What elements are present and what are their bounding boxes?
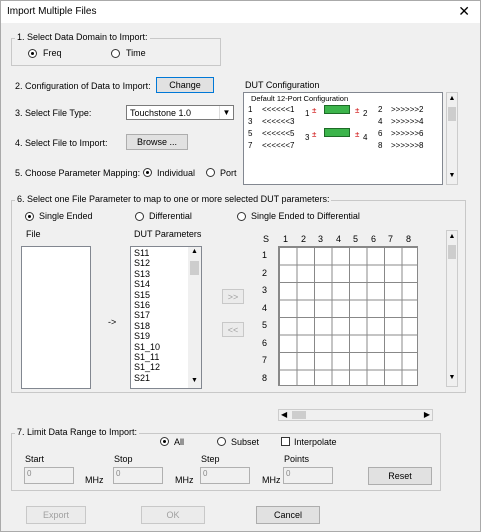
dut-header: Default 12-Port Configuration — [251, 94, 349, 103]
dut-params-scrollbar[interactable] — [188, 247, 201, 388]
step-label: Step — [201, 454, 220, 464]
ground-icon: ± — [355, 130, 360, 139]
dut-dev-port: 2 — [363, 109, 368, 118]
reset-button[interactable]: Reset — [368, 467, 432, 485]
scroll-thumb[interactable] — [292, 411, 306, 419]
arrow-text: -> — [108, 317, 117, 327]
limit-label: 7. Limit Data Range to Import: — [17, 427, 138, 437]
freq-label: Freq — [43, 48, 62, 58]
map-forward-button[interactable]: >> — [222, 289, 244, 304]
matrix-row: 7 — [262, 355, 268, 365]
matrix-row: 2 — [262, 268, 268, 278]
scroll-right-icon[interactable]: ▶ — [423, 410, 430, 419]
export-button[interactable]: Export — [26, 506, 86, 524]
dut-params-items — [134, 248, 160, 383]
dut-left-arrow: <<<<<<7 — [262, 141, 295, 150]
chevron-down-icon[interactable]: ▼ — [219, 106, 233, 119]
step-unit: MHz — [262, 475, 281, 485]
filetype-select[interactable] — [126, 105, 234, 120]
differential-radio[interactable] — [135, 212, 144, 221]
matrix-vscroll[interactable] — [446, 230, 458, 387]
scroll-thumb[interactable] — [448, 107, 456, 121]
matrix-col: 6 — [371, 234, 377, 244]
list-item[interactable]: S18 — [134, 320, 151, 331]
ok-button[interactable]: OK — [141, 506, 205, 524]
scroll-thumb[interactable] — [190, 261, 199, 275]
scroll-down-icon[interactable]: ▼ — [447, 374, 457, 384]
matrix-row: 4 — [262, 303, 268, 313]
dut-config-panel — [243, 92, 443, 185]
dialog-title: Import Multiple Files — [7, 6, 97, 17]
dut-config-title: DUT Configuration — [245, 80, 320, 90]
scroll-left-icon[interactable]: ◀ — [281, 410, 288, 419]
matrix-row: 8 — [262, 373, 268, 383]
dut-dev-port: 4 — [363, 133, 368, 142]
interpolate-checkbox[interactable] — [281, 437, 290, 446]
port-label: Port — [220, 168, 237, 178]
list-item[interactable]: S1_12 — [134, 362, 161, 373]
cancel-button[interactable]: Cancel — [256, 506, 320, 524]
dut-right-num: 4 — [378, 117, 383, 126]
matrix-row: 5 — [262, 320, 268, 330]
start-unit: MHz — [85, 475, 104, 485]
title-bar — [1, 1, 480, 23]
matrix-col: 8 — [406, 234, 412, 244]
list-item[interactable]: S14 — [134, 279, 151, 290]
stop-field[interactable]: 0 — [113, 467, 163, 484]
file-column-label: File — [26, 229, 41, 239]
start-field[interactable]: 0 — [24, 467, 74, 484]
dut-left-num: 7 — [248, 141, 253, 150]
freq-radio[interactable] — [28, 49, 37, 58]
all-radio[interactable] — [160, 437, 169, 446]
list-item[interactable]: S11 — [134, 248, 150, 258]
device-icon — [324, 128, 350, 137]
matrix-col: 2 — [301, 234, 307, 244]
fileimport-label: 4. Select File to Import: — [15, 138, 108, 148]
device-icon — [324, 105, 350, 114]
list-item[interactable]: S15 — [134, 289, 151, 300]
matrix-col: 4 — [336, 234, 342, 244]
scroll-up-icon[interactable]: ▲ — [447, 95, 457, 105]
dut-left-num: 1 — [248, 105, 253, 114]
matrix-s-label: S — [263, 234, 270, 244]
individual-radio[interactable] — [143, 168, 152, 177]
dut-right-num: 6 — [378, 129, 383, 138]
s-parameter-matrix[interactable] — [278, 246, 418, 386]
dut-right-num: 2 — [378, 105, 383, 114]
domain-label: 1. Select Data Domain to Import: — [17, 32, 148, 42]
filetype-label: 3. Select File Type: — [15, 108, 92, 118]
points-label: Points — [284, 454, 310, 464]
time-radio[interactable] — [111, 49, 120, 58]
dut-left-num: 3 — [248, 117, 253, 126]
single-ended-label: Single Ended — [39, 211, 93, 221]
individual-label: Individual — [157, 168, 196, 178]
dut-params-list[interactable] — [130, 246, 202, 389]
matrix-row: 3 — [262, 285, 268, 295]
ground-icon: ± — [355, 106, 360, 115]
matrix-row: 1 — [262, 250, 268, 260]
list-item[interactable]: S12 — [134, 258, 151, 269]
dut-left-num: 5 — [248, 129, 253, 138]
list-item[interactable]: S19 — [134, 331, 151, 342]
time-label: Time — [126, 48, 146, 58]
browse-button[interactable]: Browse ... — [126, 134, 188, 150]
stop-label: Stop — [114, 454, 133, 464]
s2d-radio[interactable] — [237, 212, 246, 221]
list-item[interactable]: S17 — [134, 310, 151, 321]
matrix-hscroll[interactable] — [278, 409, 433, 421]
port-radio[interactable] — [206, 168, 215, 177]
file-list[interactable] — [21, 246, 91, 389]
scroll-up-icon[interactable]: ▲ — [188, 248, 201, 258]
map-back-button[interactable]: << — [222, 322, 244, 337]
ground-icon: ± — [312, 130, 317, 139]
dut-config-scrollbar[interactable] — [446, 92, 458, 185]
subset-label: Subset — [231, 437, 260, 447]
dut-params-label: DUT Parameters — [134, 229, 202, 239]
list-item[interactable]: S21 — [134, 372, 151, 383]
close-icon[interactable]: ✕ — [458, 3, 470, 19]
mapping-label: 5. Choose Parameter Mapping: — [15, 168, 141, 178]
dut-right-num: 8 — [378, 141, 383, 150]
matrix-row: 6 — [262, 338, 268, 348]
scroll-down-icon[interactable]: ▼ — [188, 377, 201, 387]
list-item[interactable]: S16 — [134, 300, 151, 311]
interpolate-label: Interpolate — [294, 437, 337, 447]
scroll-down-icon[interactable]: ▼ — [447, 172, 457, 182]
scroll-up-icon[interactable]: ▲ — [447, 233, 457, 243]
list-item[interactable]: S1_10 — [134, 341, 161, 352]
subset-radio[interactable] — [217, 437, 226, 446]
dut-dev-port: 3 — [305, 133, 310, 142]
filetype-value: Touchstone 1.0 — [130, 108, 192, 118]
list-item[interactable]: S13 — [134, 268, 151, 279]
all-label: All — [174, 437, 185, 447]
matrix-col: 3 — [318, 234, 324, 244]
matrix-col: 1 — [283, 234, 289, 244]
differential-label: Differential — [149, 211, 192, 221]
start-label: Start — [25, 454, 45, 464]
matrix-col: 5 — [353, 234, 359, 244]
dut-right-arrow: >>>>>>2 — [391, 105, 424, 114]
scroll-thumb[interactable] — [448, 245, 456, 259]
single-ended-radio[interactable] — [25, 212, 34, 221]
dut-right-arrow: >>>>>>6 — [391, 129, 424, 138]
dut-dev-port: 1 — [305, 109, 310, 118]
step-field[interactable]: 0 — [200, 467, 250, 484]
matrix-col: 7 — [388, 234, 394, 244]
change-button[interactable]: Change — [156, 77, 214, 93]
list-item[interactable]: S1_11 — [134, 352, 160, 363]
dut-right-arrow: >>>>>>4 — [391, 117, 424, 126]
stop-unit: MHz — [175, 475, 194, 485]
s2d-label: Single Ended to Differential — [251, 211, 360, 221]
points-field[interactable]: 0 — [283, 467, 333, 484]
dut-left-arrow: <<<<<<1 — [262, 105, 295, 114]
dut-right-arrow: >>>>>>8 — [391, 141, 424, 150]
dut-left-arrow: <<<<<<3 — [262, 117, 295, 126]
ground-icon: ± — [312, 106, 317, 115]
param-label: 6. Select one File Parameter to map to one or more selected DUT parameters: — [17, 194, 330, 204]
dut-left-arrow: <<<<<<5 — [262, 129, 295, 138]
config-label: 2. Configuration of Data to Import: — [15, 81, 151, 91]
